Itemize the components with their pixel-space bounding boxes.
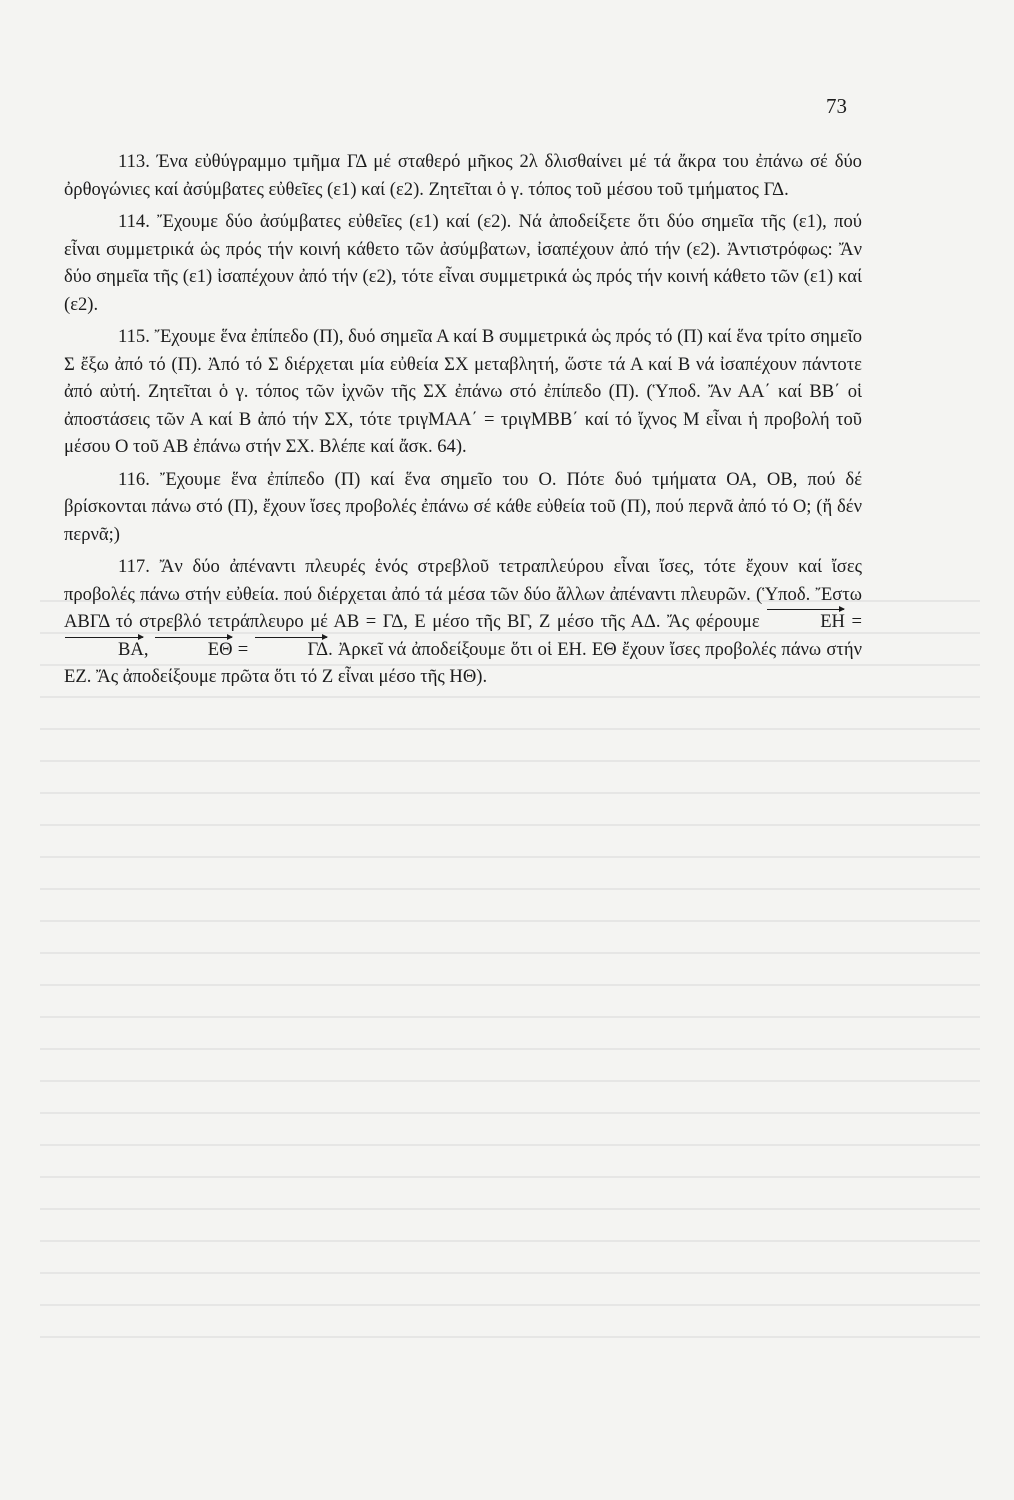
- equals-sign: =: [232, 638, 254, 660]
- equals-sign: =: [845, 611, 862, 632]
- exercise-text-part3: . Ἀρκεῖ νά ἀποδείξουμε ὅτι οἱ ΕΗ. ΕΘ ἔχουν ἴσες προβολές πάνω στήν ΕΖ. Ἄς ἀποδείξουμε πρῶτα ὅτι τό Ζ εἶναι μέσο τῆς ΗΘ).: [64, 638, 862, 687]
- vector-ba: ΒΑ: [64, 636, 144, 664]
- exercise-115: [64, 323, 862, 461]
- exercise-113: [64, 148, 862, 203]
- exercise-114: [64, 208, 862, 318]
- exercise-text: Ἔχουμε δύο ἀσύμβατες εὐθεῖες (ε1) καί (ε2). Νά ἀποδείξετε ὅτι δύο σημεῖα τῆς (ε1), πού εἶναι συμμετρικά ὡς πρός τήν κοινή κάθετο τῶν ἀσύμβατων, ἰσαπέχουν ἀπό τήν (ε2). Ἀντιστρόφως: Ἄν δύο σημεῖα τῆς (ε1) ἰσαπέχουν ἀπό τήν (ε2), τότε εἶναι συμμετρικά ὡς πρός τήν κοινή κάθετο τῶν (ε1) καί (ε2).: [64, 211, 862, 315]
- exercise-116: [64, 466, 862, 549]
- exercise-text: Ἔχουμε ἕνα ἐπίπεδο (Π), δυό σημεῖα Α καί Β συμμετρικά ὡς πρός τό (Π) καί ἕνα τρίτο σημεῖο Σ ἔξω ἀπό τό (Π). Ἀπό τό Σ διέρχεται μία εὐθεία ΣΧ μεταβλητή, ὥστε τά Α καί Β νά ἰσαπέχουν πάντοτε ἀπό αὐτή. Ζητεῖται ὁ γ. τόπος τῶν ἰχνῶν τῆς ΣΧ ἐπάνω στό ἐπίπεδο (Π). (Ὑποδ. Ἄν ΑΑ΄ καί ΒΒ΄ οἱ ἀποστάσεις τῶν Α καί Β ἀπό τήν ΣΧ, τότε τριγΜΑΑ΄ = τριγΜΒΒ΄ καί τό ἴχνος Μ εἶναι ἡ προβολή τοῦ μέσου Ο τοῦ ΑΒ ἐπάνω στήν ΣΧ. Βλέπε καί ἄσκ. 64).: [64, 326, 862, 457]
- exercise-number: 114.: [118, 211, 150, 232]
- page-number: 73: [826, 94, 847, 118]
- exercise-117: [64, 553, 862, 691]
- vector-gd: ΓΔ: [254, 636, 329, 664]
- exercise-text-part1: Ἄν δύο ἀπέναντι πλευρές ἑνός στρεβλοῦ τετραπλεύρου εἶναι ἴσες, τότε ἔχουν καί ἴσες προβολές πάνω στήν εὐθεία. πού διέρχεται ἀπό τά μέσα τῶν δύο ἄλλων ἀπέναντι πλευρῶν. (: [64, 556, 862, 605]
- exercise-text: Ένα εὐθύγραμμο τμῆμα ΓΔ μέ σταθερό μῆκος 2λ δλισθαίνει μέ τά ἄκρα του ἐπάνω σέ δύο ὀρθογώνιες καί ἀσύμβατες εὐθεῖες (ε1) καί (ε2). Ζητεῖται ὁ γ. τόπος τοῦ μέσου τοῦ τμήματος ΓΔ.: [64, 151, 862, 200]
- vector-eh: ΕΗ: [766, 608, 845, 636]
- comma-separator: ,: [143, 638, 154, 660]
- hint-label: Ὑποδ.: [762, 583, 811, 605]
- exercise-text: Ἔχουμε ἕνα ἐπίπεδο (Π) καί ἕνα σημεῖο του Ο. Πότε δυό τμήματα ΟΑ, ΟΒ, πού δέ βρίσκονται πάνω στό (Π), ἔχουν ἴσες προβολές ἐπάνω σέ κάθε εὐθεία τοῦ (Π), πού περνᾶ ἀπό τό Ο; (ἤ δέν περνᾶ;): [64, 468, 863, 545]
- exercise-text-part2: Ἔστω ΑΒΓΔ τό στρεβλό τετράπλευρο μέ ΑΒ = ΓΔ, Ε μέσο τῆς ΒΓ, Ζ μέσο τῆς ΑΔ. Ἄς φέρουμε: [64, 583, 862, 632]
- exercise-number: 115.: [118, 326, 150, 347]
- vector-etheta: ΕΘ: [154, 636, 233, 664]
- exercise-list: [64, 148, 862, 696]
- exercise-number: 116.: [118, 468, 150, 490]
- bleed-through-texture: [40, 600, 980, 1480]
- exercise-number: 117.: [118, 556, 150, 577]
- exercise-number: 113.: [118, 151, 150, 172]
